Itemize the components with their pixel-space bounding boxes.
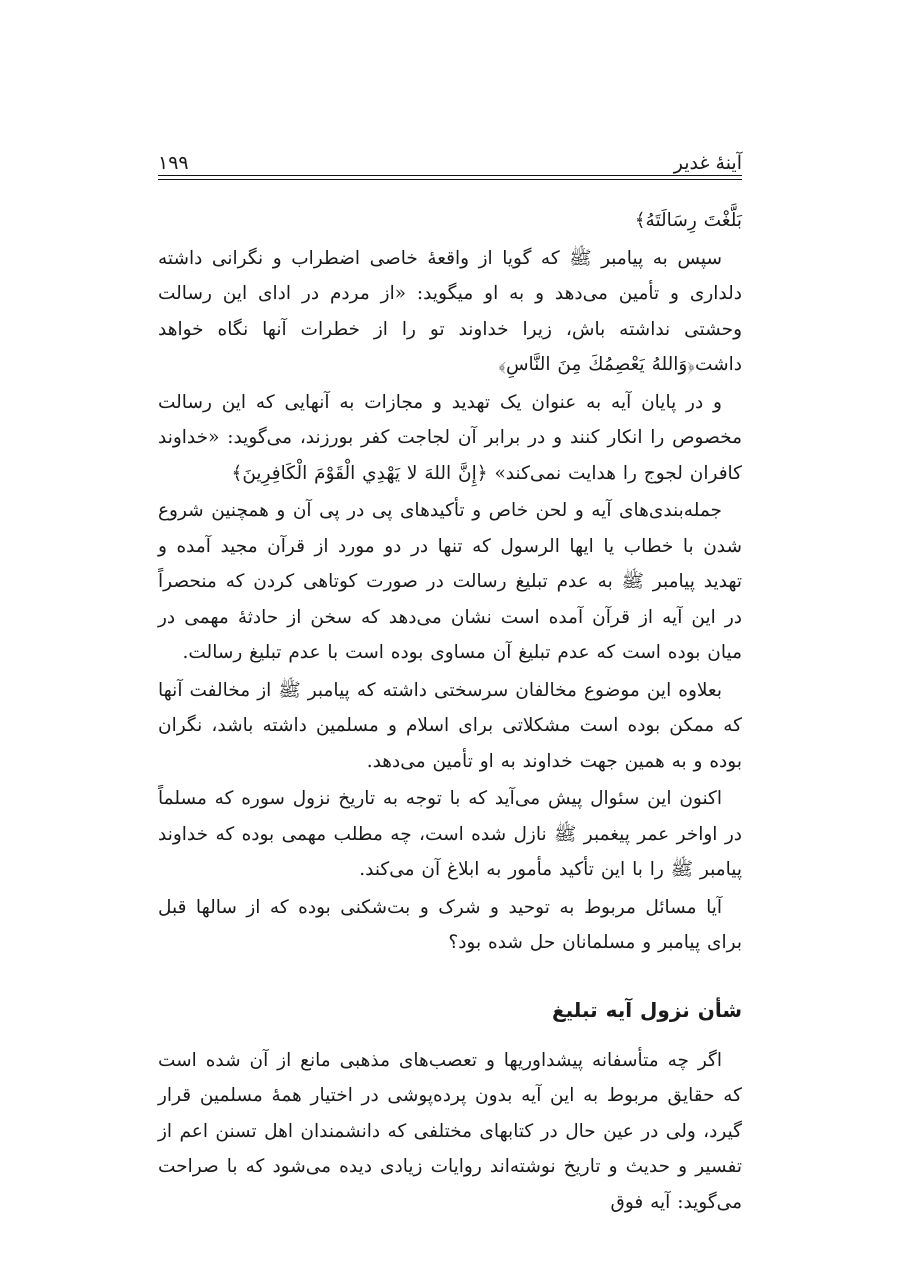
paragraph: بعلاوه این موضوع مخالفان سرسختی داشته که پیامبر ﷺ از مخالفت آنها که ممکن بوده است مشکلاتی برای اسلام و مسلمین داشته باشد، نگران بوده و به همین جهت خداوند به او تأمین می‌دهد. xyxy=(158,679,742,772)
paragraph: آیا مسائل مربوط به توحید و شرک و بت‌شکنی بوده که از سالها قبل برای پیامبر و مسلمانان حل شده بود؟ xyxy=(158,896,742,953)
paragraph: سپس به پیامبر ﷺ که گویا از واقعهٔ خاصی اضطراب و نگرانی داشته دلداری و تأمین می‌دهد و به او میگوید: «از مردم در ادای این رسالت وحشتی نداشته باش، زیرا خداوند تو را از خطرات آنها نگاه خواهد داشت﴿وَاللهُ يَعْصِمُكَ مِنَ النَّاسِ﴾ xyxy=(158,247,742,375)
paragraph: جمله‌بندی‌های آیه و لحن خاص و تأکیدهای پی در پی آن و همچنین شروع شدن با خطاب یا ایها الرسول که تنها در دو مورد از قرآن مجید آمده و تهدید پیامبر ﷺ به عدم تبلیغ رسالت در صورت کوتاهی کردن که منحصراً در این آیه از قرآن آمده است نشان می‌دهد که سخن از حادثهٔ مهمی در میان بوده است که عدم تبلیغ آن مساوی بوده است با عدم تبلیغ رسالت. xyxy=(158,500,742,663)
running-header xyxy=(158,146,742,174)
page-number: ۱۹۹ xyxy=(158,152,189,174)
header-rule-top xyxy=(158,175,742,176)
section-paragraph: اگر چه متأسفانه پیشداوریها و تعصب‌های مذهبی مانع از آن شده است که حقایق مربوط به این آیه بدون پرده‌پوشی در اختیار همهٔ مسلمین قرار گیرد، ولی در عین حال در کتابهای مختلفی که دانشمندان اهل تسنن اعم از تفسیر و حدیث و تاریخ نوشته‌اند روایات زیادی دیده می‌شود که با صراحت می‌گوید: آیه فوق xyxy=(158,1049,742,1213)
header-rule-bottom xyxy=(158,179,742,180)
paragraph: و در پایان آیه به عنوان یک تهدید و مجازات به آنهایی که این رسالت مخصوص را انکار کنند و در برابر آن لجاجت کفر بورزند، می‌گوید: «خداوند کافران لجوج را هدایت نمی‌کند» ﴿إِنَّ اللهَ لا يَهْدِي الْقَوْمَ الْكَافِرِينَ﴾ xyxy=(158,391,742,484)
section-heading: شأن نزول آیه تبلیغ xyxy=(551,997,742,1022)
book-title: آینهٔ غدیر xyxy=(673,152,742,174)
paragraph: اکنون این سئوال پیش می‌آید که با توجه به تاریخ نزول سوره که مسلماً در اواخر عمر پیغمبر ﷺ نازل شده است، چه مطلب مهمی بوده که خداوند پیامبر ﷺ را با این تأکید مأمور به ابلاغ آن می‌کند. xyxy=(158,788,742,880)
page-body xyxy=(158,203,742,1220)
verse-continuation: بَلَّغْتَ رِسَالَتَهُ﴾ xyxy=(634,210,742,231)
